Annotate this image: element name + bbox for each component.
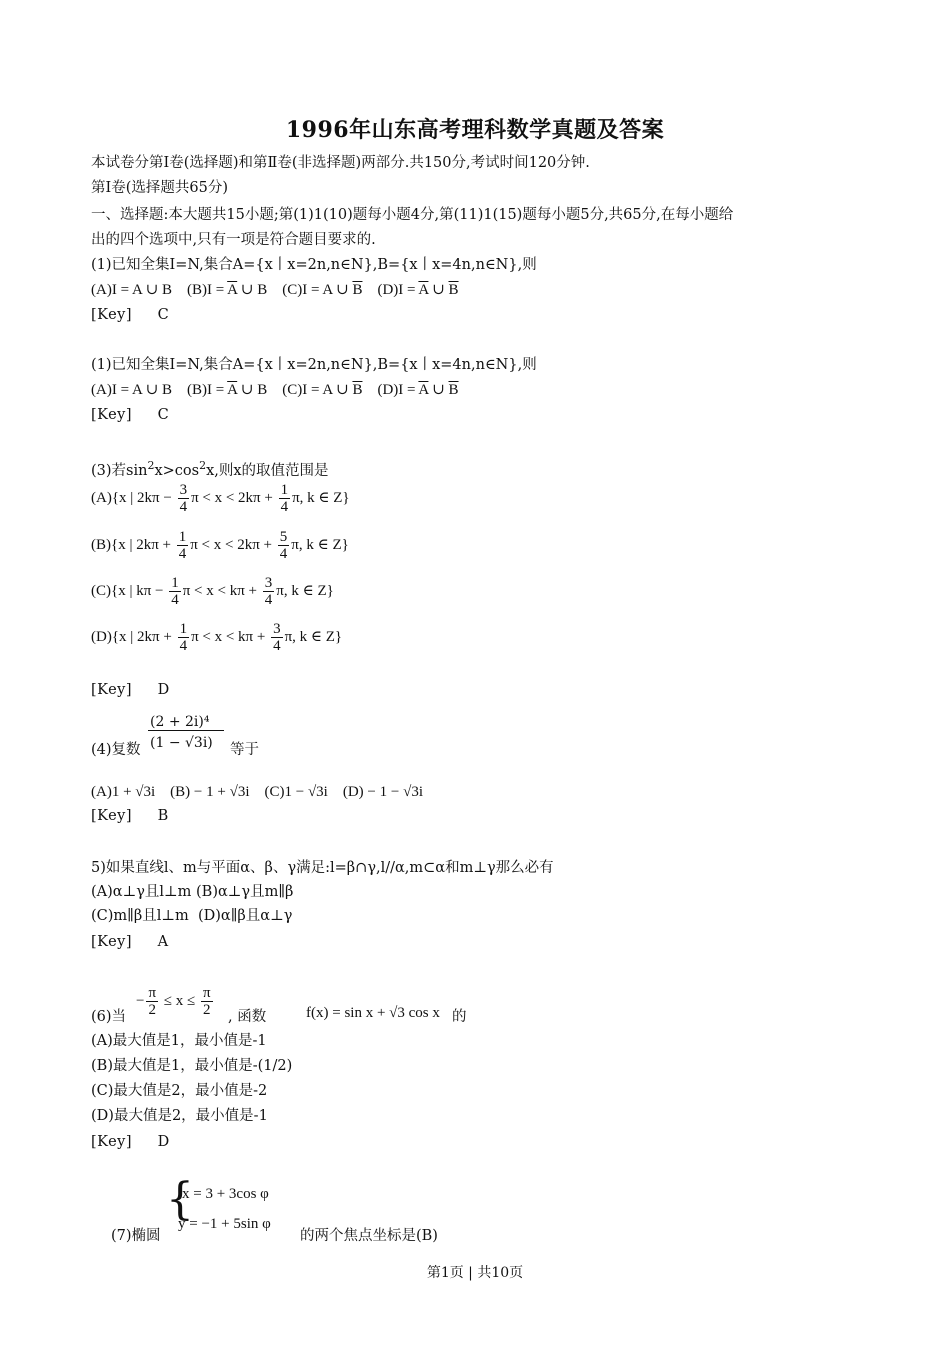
q1-options: [91, 280, 459, 300]
q2-key: [Key] C: [91, 407, 170, 423]
q4-key: [Key] B: [91, 808, 169, 824]
intro-line-4: 出的四个选项中,只有一项是符合题目要求的.: [91, 232, 376, 248]
q1-stem: (1)已知全集I=N,集合A={x丨x=2n,n∈N},B={x丨x=4n,n∈N},则: [91, 257, 537, 273]
intro-line-1: 本试卷分第Ⅰ卷(选择题)和第Ⅱ卷(非选择题)两部分.共150分,考试时间120分钟.: [91, 155, 590, 171]
q3-key: [Key] D: [91, 682, 170, 698]
q6-option-b: (B)最大值是1，最小值是-(1/2): [91, 1058, 293, 1074]
q1-option-d: $(D)I = \overline{A}$ ∪ $\overline{B}$: [377, 282, 459, 298]
q3-option-b: (B){x | 2kπ + $\frac{1}{4}$ π < x < 2kπ + $\frac{5}{4}$ π, k ∈ Z}: [91, 529, 349, 562]
q2-stem: (1)已知全集I=N,集合A={x丨x=2n,n∈N},B={x丨x=4n,n∈N},则: [91, 357, 537, 373]
q4-options: (A)1 + √3i (B) − 1 + √3i (C)1 − √3i (D) − 1 − √3i: [91, 784, 423, 800]
q7-stem-suffix: 的两个焦点坐标是(B): [300, 1228, 438, 1244]
q1-key: [Key] C: [91, 307, 170, 323]
intro-line-3: 一、选择题:本大题共15小题;第(1)1(10)题每小题4分,第(11)1(15)题每小题5分,共65分,在每小题给: [91, 207, 734, 223]
q1-option-a: (A)I = A ∪ B: [91, 282, 173, 298]
q6-stem-prefix: (6)当: [91, 1009, 127, 1025]
q2-option-d: $(D)I = \overline{A}$ ∪ $\overline{B}$: [377, 382, 459, 398]
intro-line-2: 第Ⅰ卷(选择题共65分): [91, 180, 228, 196]
q6-condition: − $\frac{\pi}{2}$ ≤ x ≤ $\frac{\pi}{2}$: [136, 985, 211, 1018]
q4-fraction-bar: [148, 730, 224, 731]
q6-stem-mid: , 函数: [228, 1009, 267, 1025]
q6-key: [Key] D: [91, 1134, 170, 1150]
q5-options-ab: (A)α⊥γ且l⊥m (B)α⊥γ且m∥β: [91, 884, 294, 900]
q4-stem-suffix: 等于: [230, 742, 259, 758]
q2-option-b: $(B)I = \overline{A}$ ∪ B: [187, 382, 268, 398]
q2-option-a: (A)I = A ∪ B: [91, 382, 173, 398]
q7-brace: {: [166, 1174, 194, 1225]
page-title: 1996年山东高考理科数学真题及答案: [285, 117, 665, 143]
q6-option-d: (D)最大值是2，最小值是-1: [91, 1108, 268, 1124]
q6-option-a: (A)最大值是1，最小值是-1: [91, 1033, 267, 1049]
page-footer: 第1页 | 共10页: [426, 1265, 524, 1281]
q7-equation-x: x = 3 + 3cos φ: [182, 1186, 269, 1202]
q3-option-d: (D){x | 2kπ + $\frac{1}{4}$ π < x < kπ + $\frac{3}{4}$ π, k ∈ Z}: [91, 621, 343, 654]
q3-stem: (3)若$\sin^2x>\cos^2x$,则x的取值范围是: [91, 459, 329, 479]
q4-denominator: (1 − √3i): [150, 735, 213, 751]
q6-stem-suffix: 的: [452, 1009, 467, 1025]
q1-option-c: (C)I = A ∪ $\overline{B}$: [282, 282, 363, 298]
q5-key: [Key] A: [91, 934, 169, 950]
q3-option-a: (A){x | 2kπ − $\frac{3}{4}$ π < x < 2kπ + $\frac{1}{4}$ π, k ∈ Z}: [91, 482, 350, 515]
q1-option-b: $(B)I = \overline{A}$ ∪ B: [187, 282, 268, 298]
q5-options-cd: (C)m∥β且l⊥m (D)α∥β且α⊥γ: [91, 908, 293, 924]
q4-numerator: (2 + 2i)⁴: [150, 714, 210, 730]
q7-equation-y: y = −1 + 5sin φ: [178, 1216, 271, 1232]
q3-option-c: (C){x | kπ − $\frac{1}{4}$ π < x < kπ + $\frac{3}{4}$ π, k ∈ Z}: [91, 575, 334, 608]
q6-option-c: (C)最大值是2，最小值是-2: [91, 1083, 268, 1099]
q7-stem-prefix: (7)椭圆: [111, 1228, 161, 1244]
q4-stem-prefix: (4)复数: [91, 742, 141, 758]
q2-options: [91, 380, 459, 400]
q6-function: f(x) = sin x + √3 cos x: [306, 1005, 440, 1021]
q5-stem: 5)如果直线l、m与平面α、β、γ满足:l=β∩γ,l//α,m⊂α和m⊥γ那么必有: [91, 860, 554, 876]
q2-option-c: (C)I = A ∪ $\overline{B}$: [282, 382, 363, 398]
